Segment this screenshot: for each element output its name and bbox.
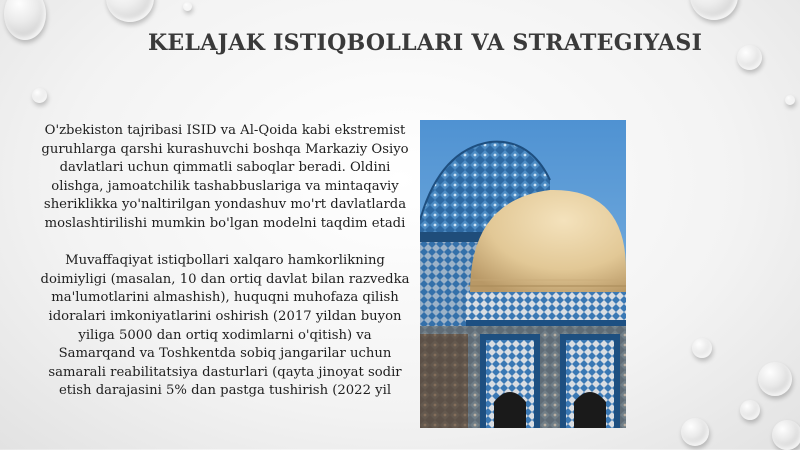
water-drop-decoration (32, 88, 47, 103)
water-drop-decoration (772, 420, 800, 450)
water-drop-decoration (692, 338, 712, 358)
water-drop-decoration (758, 362, 792, 396)
mausoleum-photo (420, 120, 626, 428)
water-drop-decoration (4, 0, 46, 40)
paragraph-2: Muvaffaqiyat istiqbollari xalqaro hamkorlikning doimiyligi (masalan, 10 dan ortiq davlat bilan razvedka ma'lumotlarini almashish), huquqni muhofaza qilish idoralari imkoniyatlarini oshirish (2017 yildan buyon yiliga 5000 dan ortiq xodimlarni o'qitish) va Samarqand va Toshkentda sobiq jangarilar uchun samarali reabilitatsiya dasturlari (qayta jinoyat sodir etish darajasini 5% dan pastga tushirish (2022 yil (40, 253, 410, 399)
water-drop-decoration (106, 0, 154, 22)
water-drop-decoration (183, 2, 192, 11)
paragraph-1: O'zbekiston tajribasi ISID va Al-Qoida kabi ekstremist guruhlarga qarshi kurashuvchi boshqa Markaziy Osiyo davlatlari uchun qimmatli saboqlar beradi. Oldini olishga, jamoatchilik tashabbuslariga va mintaqaviy sheriklikka yo'naltirilgan yondashuv mo'rt davlatlarda moslashtirilishi mumkin bo'lgan modelni taqdim etadi (41, 123, 409, 231)
slide-title: KELAJAK ISTIQBOLLARI VA STRATEGIYASI (148, 30, 703, 56)
water-drop-decoration (740, 400, 760, 420)
water-drop-decoration (681, 418, 709, 446)
water-drop-decoration (785, 95, 795, 105)
water-drop-decoration (690, 0, 738, 20)
slide-body-text (40, 122, 410, 420)
